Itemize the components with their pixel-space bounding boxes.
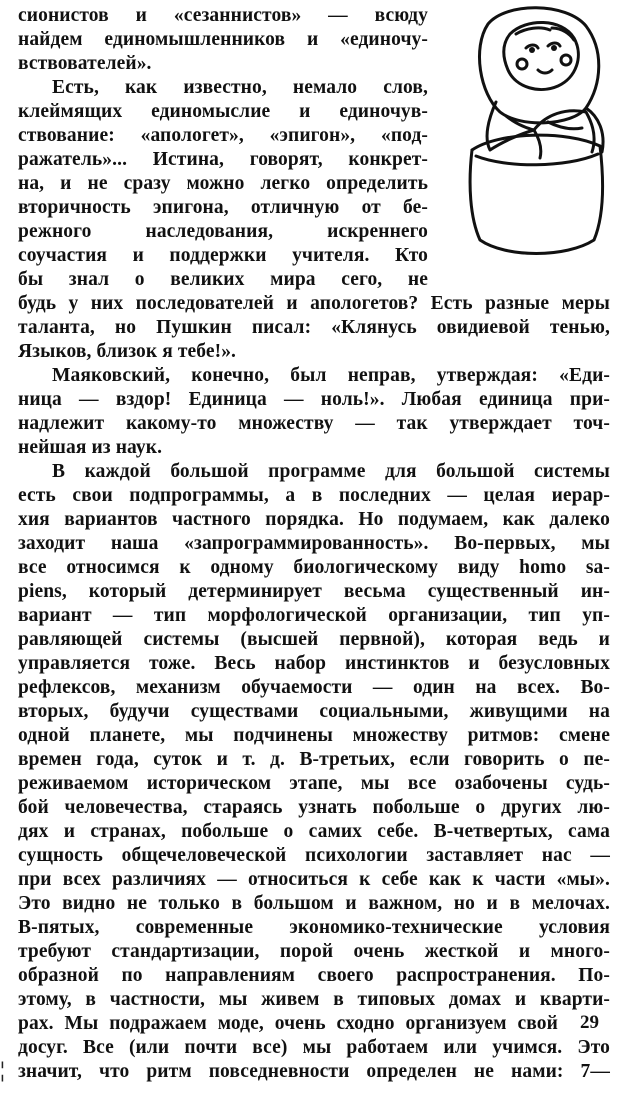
text-line: бой человечества, стараясь узнать побольше о других лю- bbox=[18, 797, 610, 818]
text-line: клеймящих единомыслие и единочув- bbox=[18, 101, 428, 122]
text-line: рах. Мы подражаем моде, очень сходно организуем свой bbox=[18, 1013, 558, 1034]
text-line: сущность общечеловеческой психологии заставляет нас — bbox=[18, 845, 610, 866]
page-number: 29 bbox=[580, 1012, 599, 1033]
text-line: сионистов и «сезаннистов» — всюду bbox=[18, 5, 428, 26]
text-line: времен года, суток и т. д. В-третьих, если говорить о пе- bbox=[18, 749, 610, 770]
text-line: одной планете, мы подчинены множеству ритмов: смене bbox=[18, 725, 610, 746]
text-line: образной по направлениям своего распространения. По- bbox=[18, 965, 610, 986]
text-line: ражатель»... Истина, говорят, конкрет- bbox=[18, 149, 428, 170]
text-line: надлежит какому-то множеству — так утверждает точ- bbox=[18, 413, 610, 434]
text-line: найдем единомышленников и «единочу- bbox=[18, 29, 428, 50]
text-line: Это видно не только в большом и важном, но и в мелочах. bbox=[18, 893, 610, 914]
paragraph-start-line: Есть, как известно, немало слов, bbox=[52, 77, 428, 98]
text-line: режного наследования, искреннего bbox=[18, 221, 428, 242]
text-line: требуют стандартизации, порой очень жесткой и много- bbox=[18, 941, 610, 962]
text-line: этому, в частности, мы живем в типовых домах и кварти- bbox=[18, 989, 610, 1010]
text-line: нейшая из наук. bbox=[18, 437, 163, 458]
text-line: таланта, но Пушкин писал: «Клянусь овидиевой тенью, bbox=[18, 317, 610, 338]
text-line: piens, который детерминирует весьма существенный ин- bbox=[18, 581, 610, 602]
text-line: заходит наша «запрограммированность». Во-первых, мы bbox=[18, 533, 610, 554]
page-edge-mark: ¦ bbox=[0, 1057, 5, 1082]
text-line: вствователей». bbox=[18, 53, 152, 74]
paragraph-start-line: Маяковский, конечно, был неправ, утверждая: «Еди- bbox=[52, 365, 610, 386]
text-line: рефлексов, механизм обучаемости — один на всех. Во- bbox=[18, 677, 610, 698]
text-line: значит, что ритм повседневности определен не нами: 7— bbox=[18, 1061, 610, 1082]
paragraph-start-line: В каждой большой программе для большой системы bbox=[52, 461, 610, 482]
text-line: бы знал о великих мира сего, не bbox=[18, 269, 428, 290]
text-line: досуг. Все (или почти все) мы работаем или учимся. Это bbox=[18, 1037, 610, 1058]
text-line: соучастия и поддержки учителя. Кто bbox=[18, 245, 428, 266]
text-line: реживаемом историческом этапе, мы все озабочены судь- bbox=[18, 773, 610, 794]
text-line: вариант — тип морфологической организации, тип уп- bbox=[18, 605, 610, 626]
text-line: дях и странах, побольше о самих себе. В-четвертых, сама bbox=[18, 821, 610, 842]
text-line: хия вариантов частного порядка. Но подумаем, как далеко bbox=[18, 509, 610, 530]
text-line: ствование: «апологет», «эпигон», «под- bbox=[18, 125, 428, 146]
text-line: на, и не сразу можно легко определить bbox=[18, 173, 428, 194]
text-line: ница — вздор! Единица — ноль!». Любая единица при- bbox=[18, 389, 610, 410]
text-line: вторичность эпигона, отличную от бе- bbox=[18, 197, 428, 218]
text-line: все относимся к одному биологическому виду homo sa- bbox=[18, 557, 610, 578]
text-line: при всех различиях — относиться к себе как к части «мы». bbox=[18, 869, 610, 890]
text-line: управляется тоже. Весь набор инстинктов и безусловных bbox=[18, 653, 610, 674]
text-line: Языков, близок я тебе!». bbox=[18, 341, 237, 362]
text-line: вторых, будучи существами социальными, живущими на bbox=[18, 701, 610, 722]
text-line: будь у них последователей и апологетов? Есть разные меры bbox=[18, 293, 610, 314]
doll-illustration bbox=[436, 4, 616, 262]
text-line: равляющей системы (высшей первной), которая ведь и bbox=[18, 629, 610, 650]
text-line: есть свои подпрограммы, а в последних — целая иерар- bbox=[18, 485, 610, 506]
text-line: В-пятых, современные экономико-технические условия bbox=[18, 917, 610, 938]
